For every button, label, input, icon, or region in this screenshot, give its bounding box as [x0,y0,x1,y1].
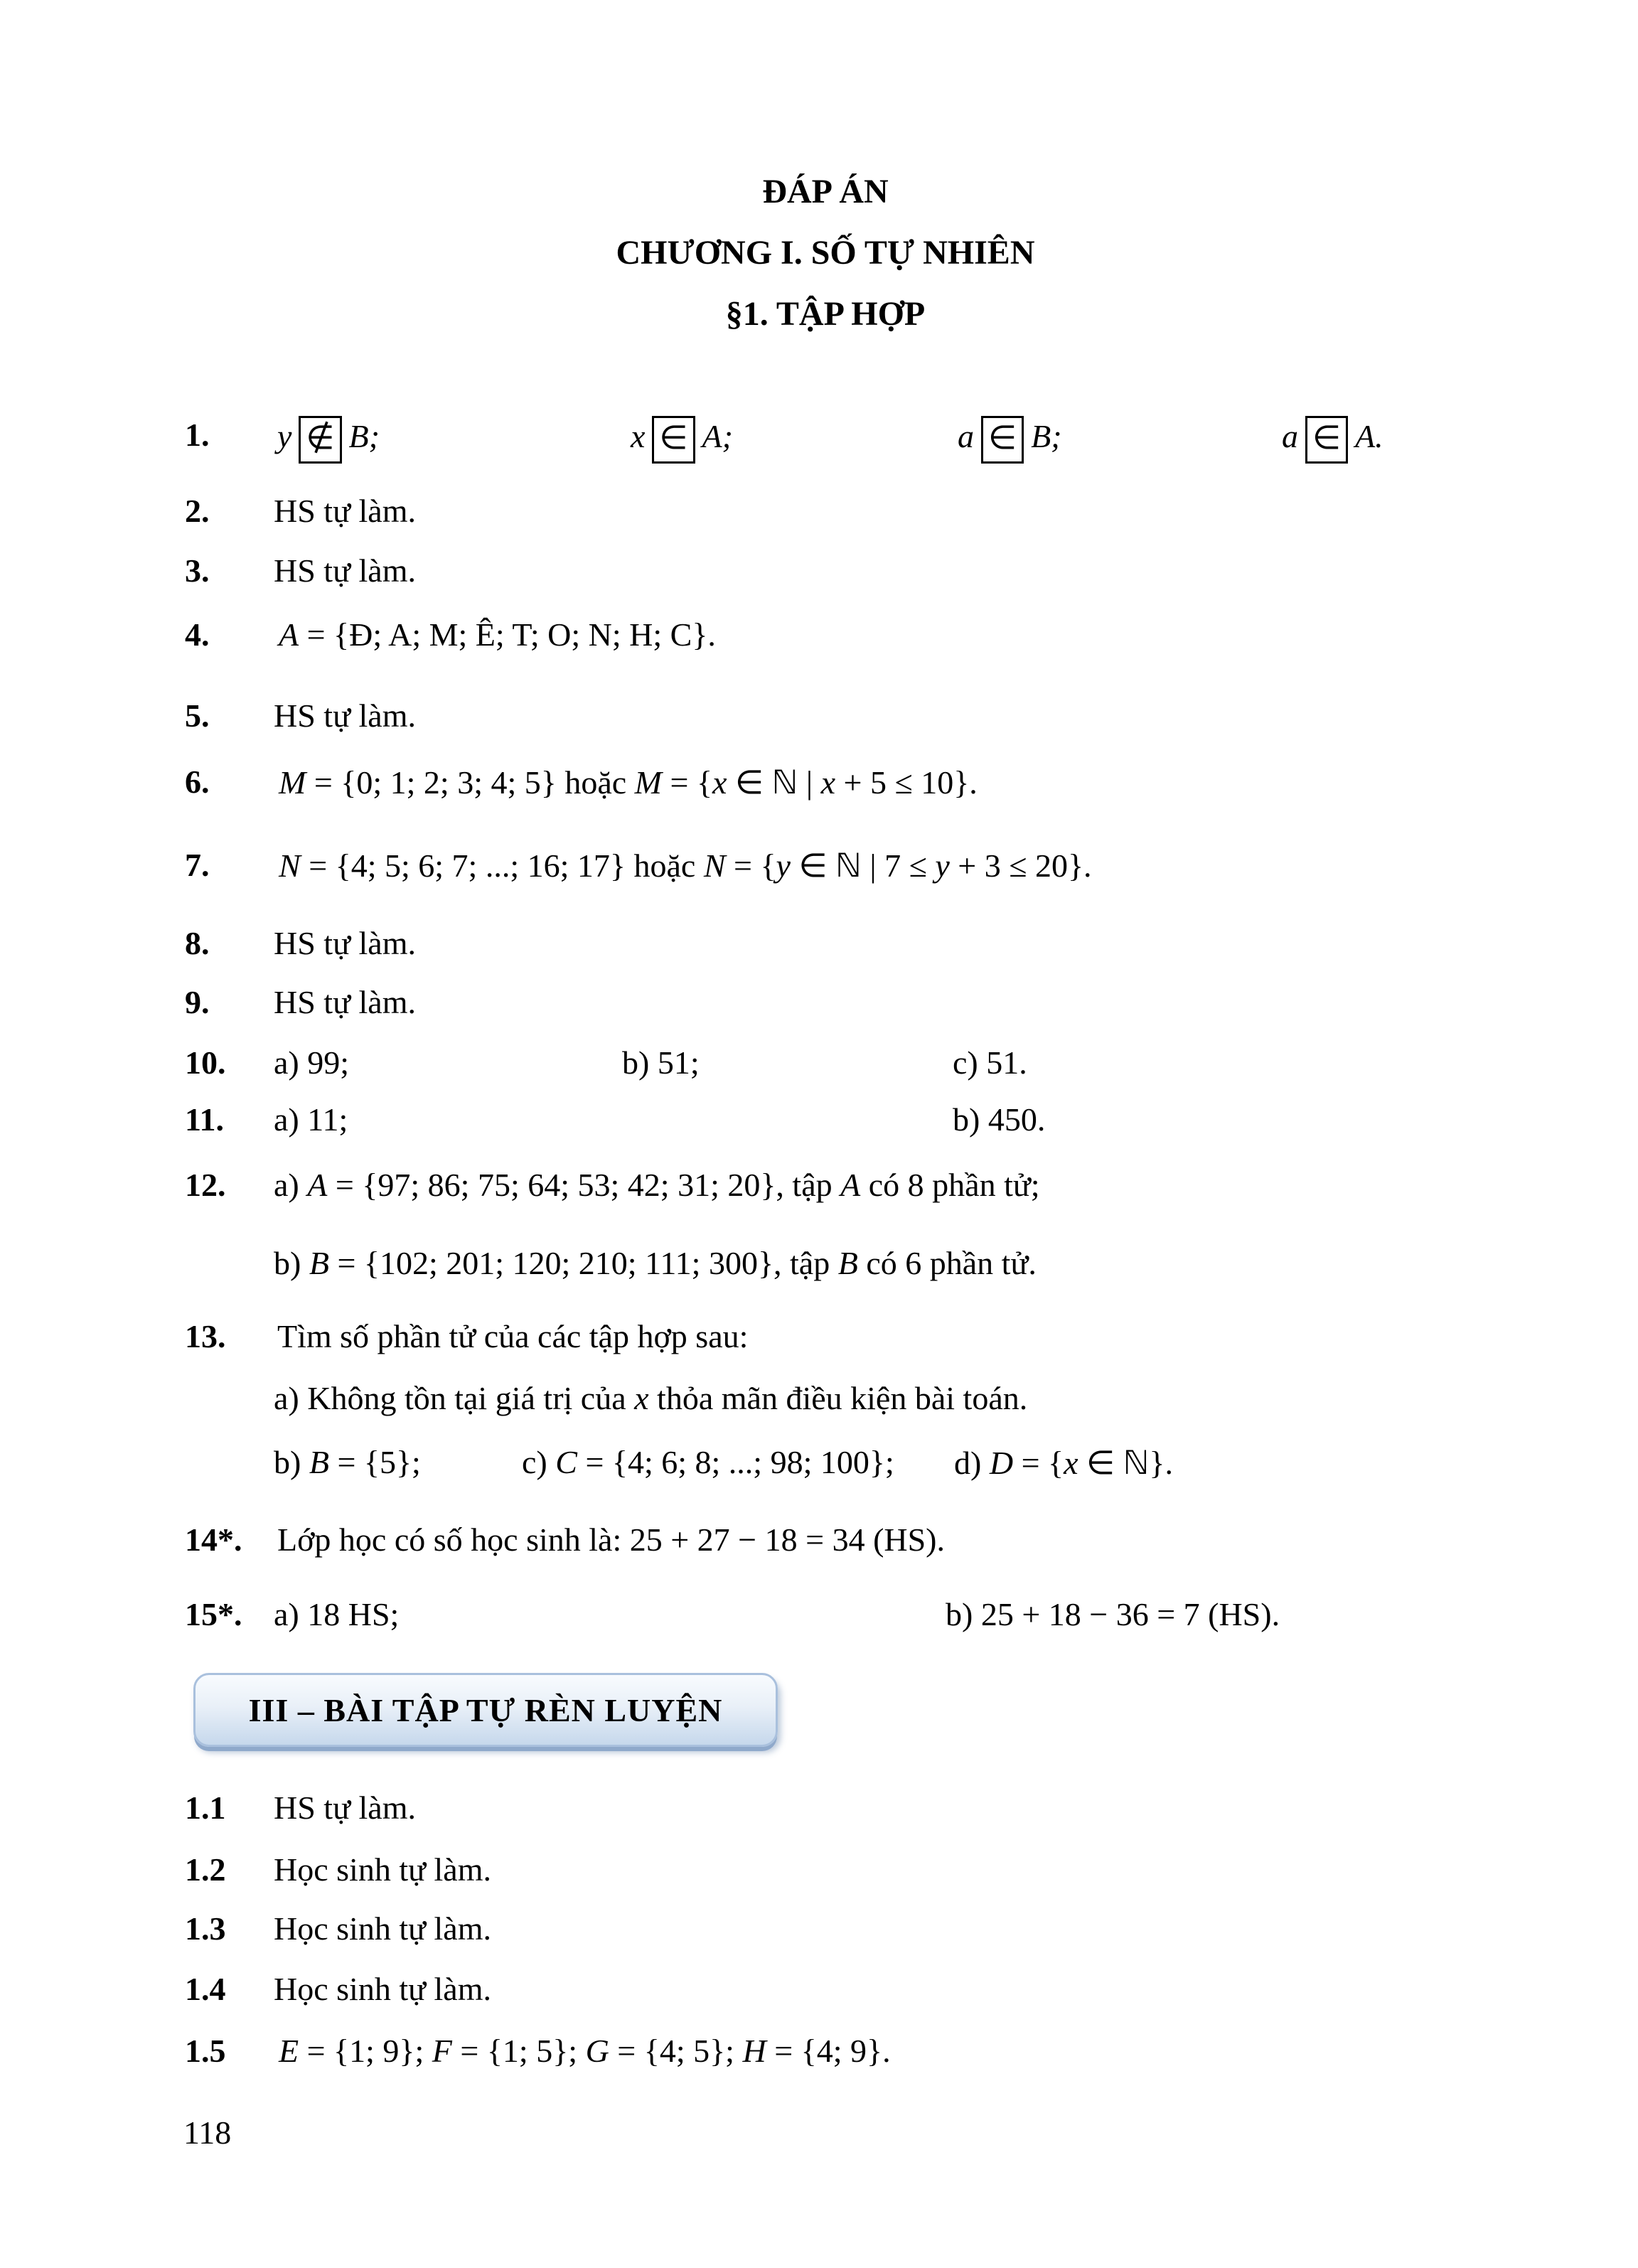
item-number: 11. [185,1101,224,1138]
answer-text: HS tự làm. [274,984,416,1020]
answer-text: HS tự làm. [274,697,416,734]
answer-text: a) 11; [274,1101,348,1138]
item-number: 5. [185,697,210,734]
answer-text: b) 450. [953,1101,1046,1138]
answer-text: Học sinh tự làm. [274,1910,492,1947]
item-number: 3. [185,552,210,589]
item-number: 6. [185,764,210,800]
answer-text: Lớp học có số học sinh là: 25 + 27 − 18 = 34 (HS). [277,1521,946,1558]
item-number: 4. [185,616,210,653]
page-title: ĐÁP ÁN [762,173,889,210]
answer-text: M = {0; 1; 2; 3; 4; 5} hoặc M = {x ∈ ℕ | x + 5 ≤ 10}. [279,764,978,801]
answer-text: HS tự làm. [274,925,416,961]
item-number: 7. [185,847,210,883]
answer-text: Học sinh tự làm. [274,1851,492,1888]
item-number: 1. [185,417,210,453]
answer-text: HS tự làm. [274,552,416,589]
answer-text: E = {1; 9}; F = {1; 5}; G = {4; 5}; H = {4; 9}. [279,2033,891,2069]
answer-text: a) A = {97; 86; 75; 64; 53; 42; 31; 20}, tập A có 8 phần tử; [274,1167,1040,1203]
section-heading: III – BÀI TẬP TỰ RÈN LUYỆN [248,1691,723,1728]
item-number: 12. [185,1167,226,1203]
answer-text: a) 18 HS; [274,1596,400,1632]
answer-text: a ∈ A. [1282,416,1383,464]
answer-text: b) 51; [622,1044,700,1081]
answer-text: a ∈ B; [958,416,1062,464]
answer-text: d) D = {x ∈ ℕ}. [954,1445,1174,1481]
answer-text: b) B = {102; 201; 120; 210; 111; 300}, tập B có 6 phần tử. [274,1245,1037,1281]
answer-text: b) B = {5}; [274,1444,421,1480]
chapter-title: CHƯƠNG I. SỐ TỰ NHIÊN [616,234,1035,272]
section-title: §1. TẬP HỢP [725,295,926,333]
answer-text: A = {Đ; A; M; Ê; T; O; N; H; C}. [279,616,716,653]
section-heading-box [193,1673,778,1747]
answer-text: N = {4; 5; 6; 7; ...; 16; 17} hoặc N = {y ∈ ℕ | 7 ≤ y + 3 ≤ 20}. [279,847,1092,884]
item-number: 8. [185,925,210,961]
answer-text: HS tự làm. [274,1790,416,1826]
answer-text: a) Không tồn tại giá trị của x thỏa mãn điều kiện bài toán. [274,1380,1028,1416]
item-number: 1.3 [185,1910,226,1947]
item-number: 1.4 [185,1971,226,2007]
item-number: 1.1 [185,1790,226,1826]
answer-text: x ∈ A; [631,416,733,464]
item-number: 2. [185,493,210,529]
item-number: 9. [185,984,210,1020]
answer-text: b) 25 + 18 − 36 = 7 (HS). [946,1596,1280,1632]
answer-text: Tìm số phần tử của các tập hợp sau: [277,1318,749,1354]
answer-text: HS tự làm. [274,493,416,529]
answer-text: Học sinh tự làm. [274,1971,492,2007]
item-number: 1.2 [185,1851,226,1888]
item-number: 1.5 [185,2033,226,2069]
answer-text: c) 51. [953,1044,1027,1081]
answer-text: y ∉ B; [277,416,380,464]
item-number: 15*. [185,1596,242,1632]
item-number: 13. [185,1318,226,1354]
item-number: 10. [185,1044,226,1081]
answer-text: c) C = {4; 6; 8; ...; 98; 100}; [522,1444,894,1480]
page-number: 118 [183,2114,232,2151]
answer-text: a) 99; [274,1044,350,1081]
item-number: 14*. [185,1521,242,1558]
